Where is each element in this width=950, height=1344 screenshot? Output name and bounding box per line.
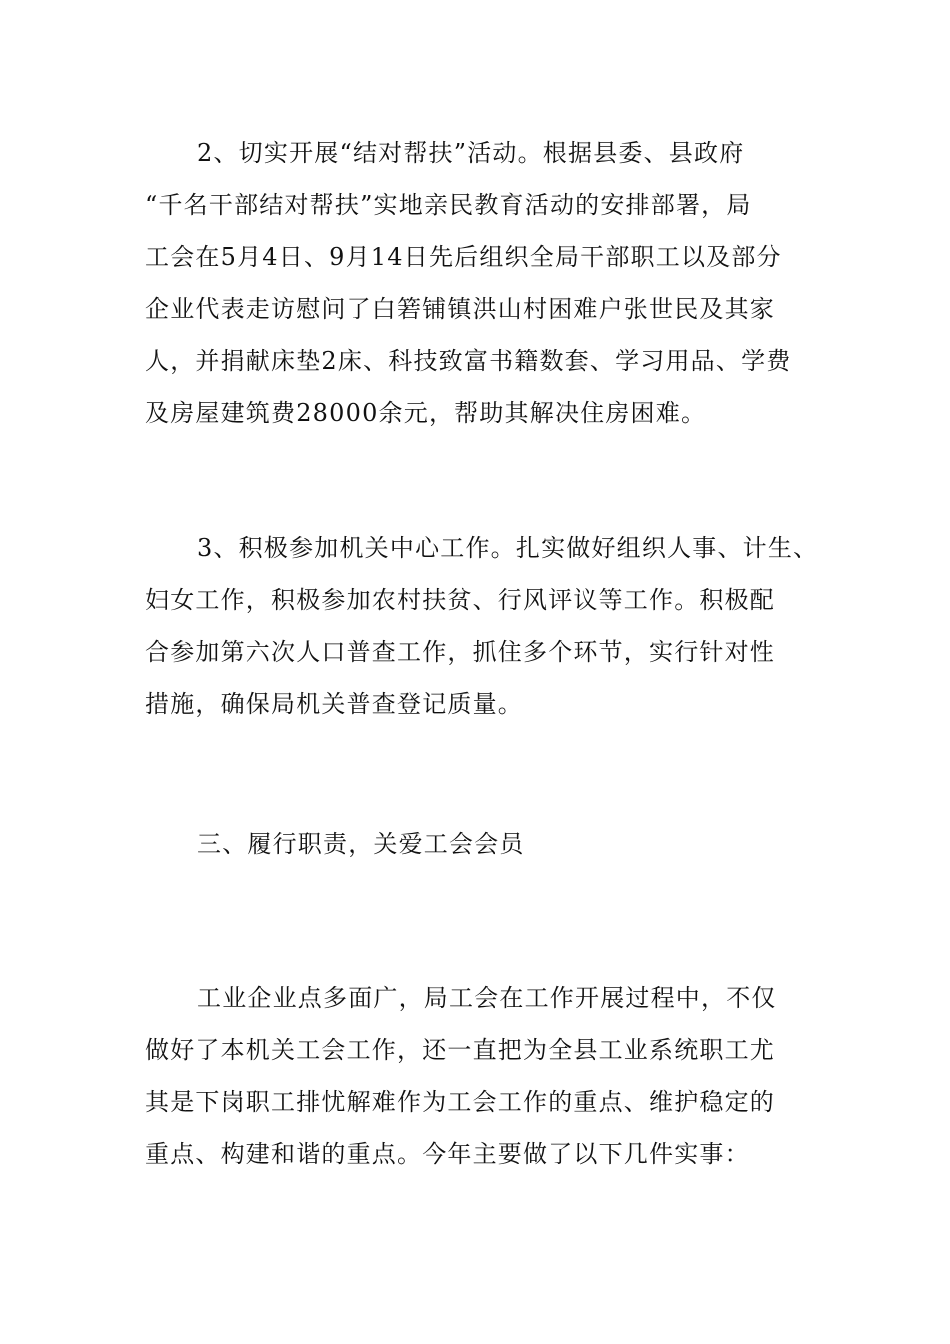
text-line: 2、切实开展“结对帮扶”活动。根据县委、县政府 <box>197 139 745 167</box>
text-line: “千名干部结对帮扶”实地亲民教育活动的安排部署，局 <box>145 191 752 219</box>
text-line: 合参加第六次人口普查工作，抓住多个环节，实行针对性 <box>145 638 775 666</box>
text-line: 其是下岗职工排忧解难作为工会工作的重点、维护稳定的 <box>145 1088 775 1116</box>
text-line: 企业代表走访慰问了白箬铺镇洪山村困难户张世民及其家 <box>145 295 775 323</box>
text-line: 做好了本机关工会工作，还一直把为全县工业系统职工尤 <box>145 1036 775 1064</box>
text-line: 及房屋建筑费28000余元，帮助其解决住房困难。 <box>145 399 707 427</box>
text-line: 重点、构建和谐的重点。今年主要做了以下几件实事： <box>145 1140 750 1168</box>
heading-text: 三、履行职责，关爱工会会员 <box>197 830 525 858</box>
text-line: 3、积极参加机关中心工作。扎实做好组织人事、计生、 <box>197 534 819 562</box>
section-heading <box>145 818 810 870</box>
paragraph-pairing-assistance <box>145 127 810 439</box>
paragraph-central-work <box>145 522 819 730</box>
paragraph-industrial-enterprises <box>145 972 810 1180</box>
text-line: 措施，确保局机关普查登记质量。 <box>145 690 523 718</box>
text-line: 工会在5月4日、9月14日先后组织全局干部职工以及部分 <box>145 243 782 271</box>
text-line: 妇女工作，积极参加农村扶贫、行风评议等工作。积极配 <box>145 586 775 614</box>
text-line: 人，并捐献床垫2床、科技致富书籍数套、学习用品、学费 <box>145 347 792 375</box>
text-line: 工业企业点多面广，局工会在工作开展过程中，不仅 <box>197 984 777 1012</box>
